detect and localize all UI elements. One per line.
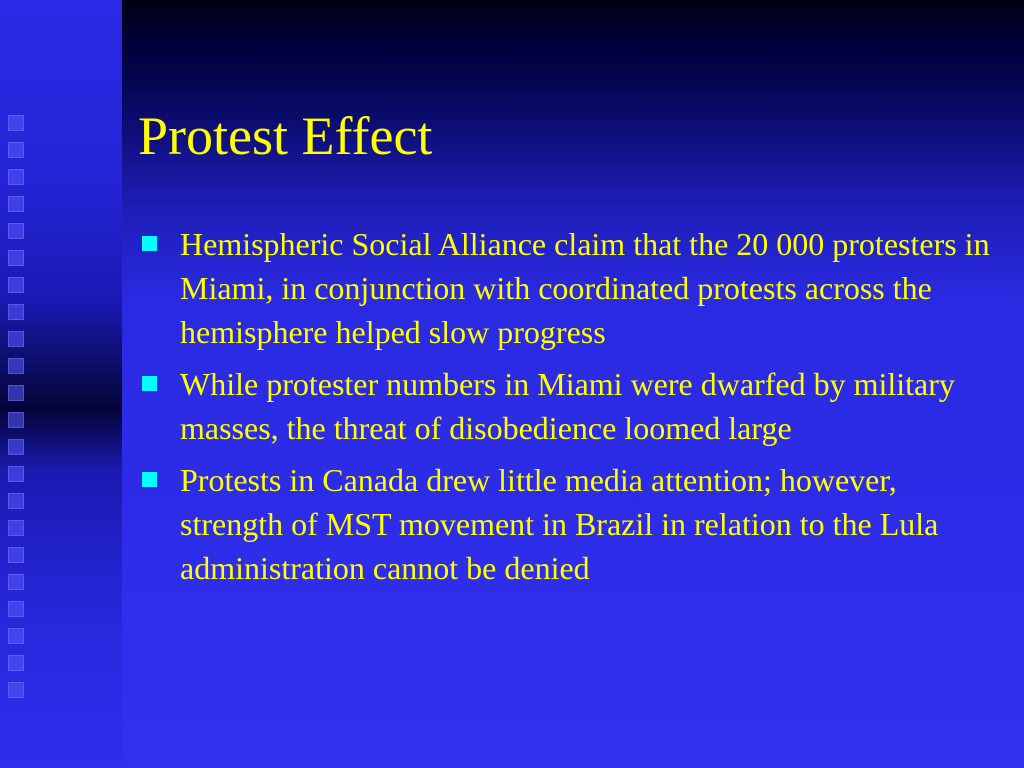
bullet-item [140, 458, 1000, 590]
grid-cell [8, 277, 24, 293]
grid-cell [8, 385, 24, 401]
bullet-text: Protests in Canada drew little media attention; however, strength of MST movement in Brazil in relation to the Lula administration cannot be denied [180, 462, 939, 586]
square-bullet-icon [142, 236, 157, 251]
grid-cell [8, 169, 24, 185]
grid-cell [8, 304, 24, 320]
bullet-item [140, 222, 1000, 354]
grid-cell [8, 466, 24, 482]
grid-cell [8, 142, 24, 158]
grid-cell [8, 628, 24, 644]
grid-cell [8, 331, 24, 347]
slide-title: Protest Effect [138, 106, 433, 166]
grid-cell [8, 223, 24, 239]
grid-cell [8, 493, 24, 509]
grid-cell [8, 250, 24, 266]
grid-cell [8, 115, 24, 131]
bullet-text: While protester numbers in Miami were dwarfed by military masses, the threat of disobedience loomed large [180, 366, 955, 446]
bullet-item [140, 362, 1000, 450]
bullet-list [140, 222, 1000, 598]
grid-cell [8, 574, 24, 590]
decorative-square-grid [4, 115, 34, 709]
grid-cell [8, 547, 24, 563]
grid-cell [8, 601, 24, 617]
bullet-text: Hemispheric Social Alliance claim that the 20 000 protesters in Miami, in conjunction with coordinated protests across the hemisphere helped slow progress [180, 226, 990, 350]
grid-cell [8, 520, 24, 536]
grid-cell [8, 439, 24, 455]
grid-cell [8, 682, 24, 698]
grid-cell [8, 412, 24, 428]
grid-cell [8, 358, 24, 374]
square-bullet-icon [142, 376, 157, 391]
left-decorative-band [0, 0, 122, 768]
grid-cell [8, 655, 24, 671]
grid-cell [8, 196, 24, 212]
square-bullet-icon [142, 472, 157, 487]
